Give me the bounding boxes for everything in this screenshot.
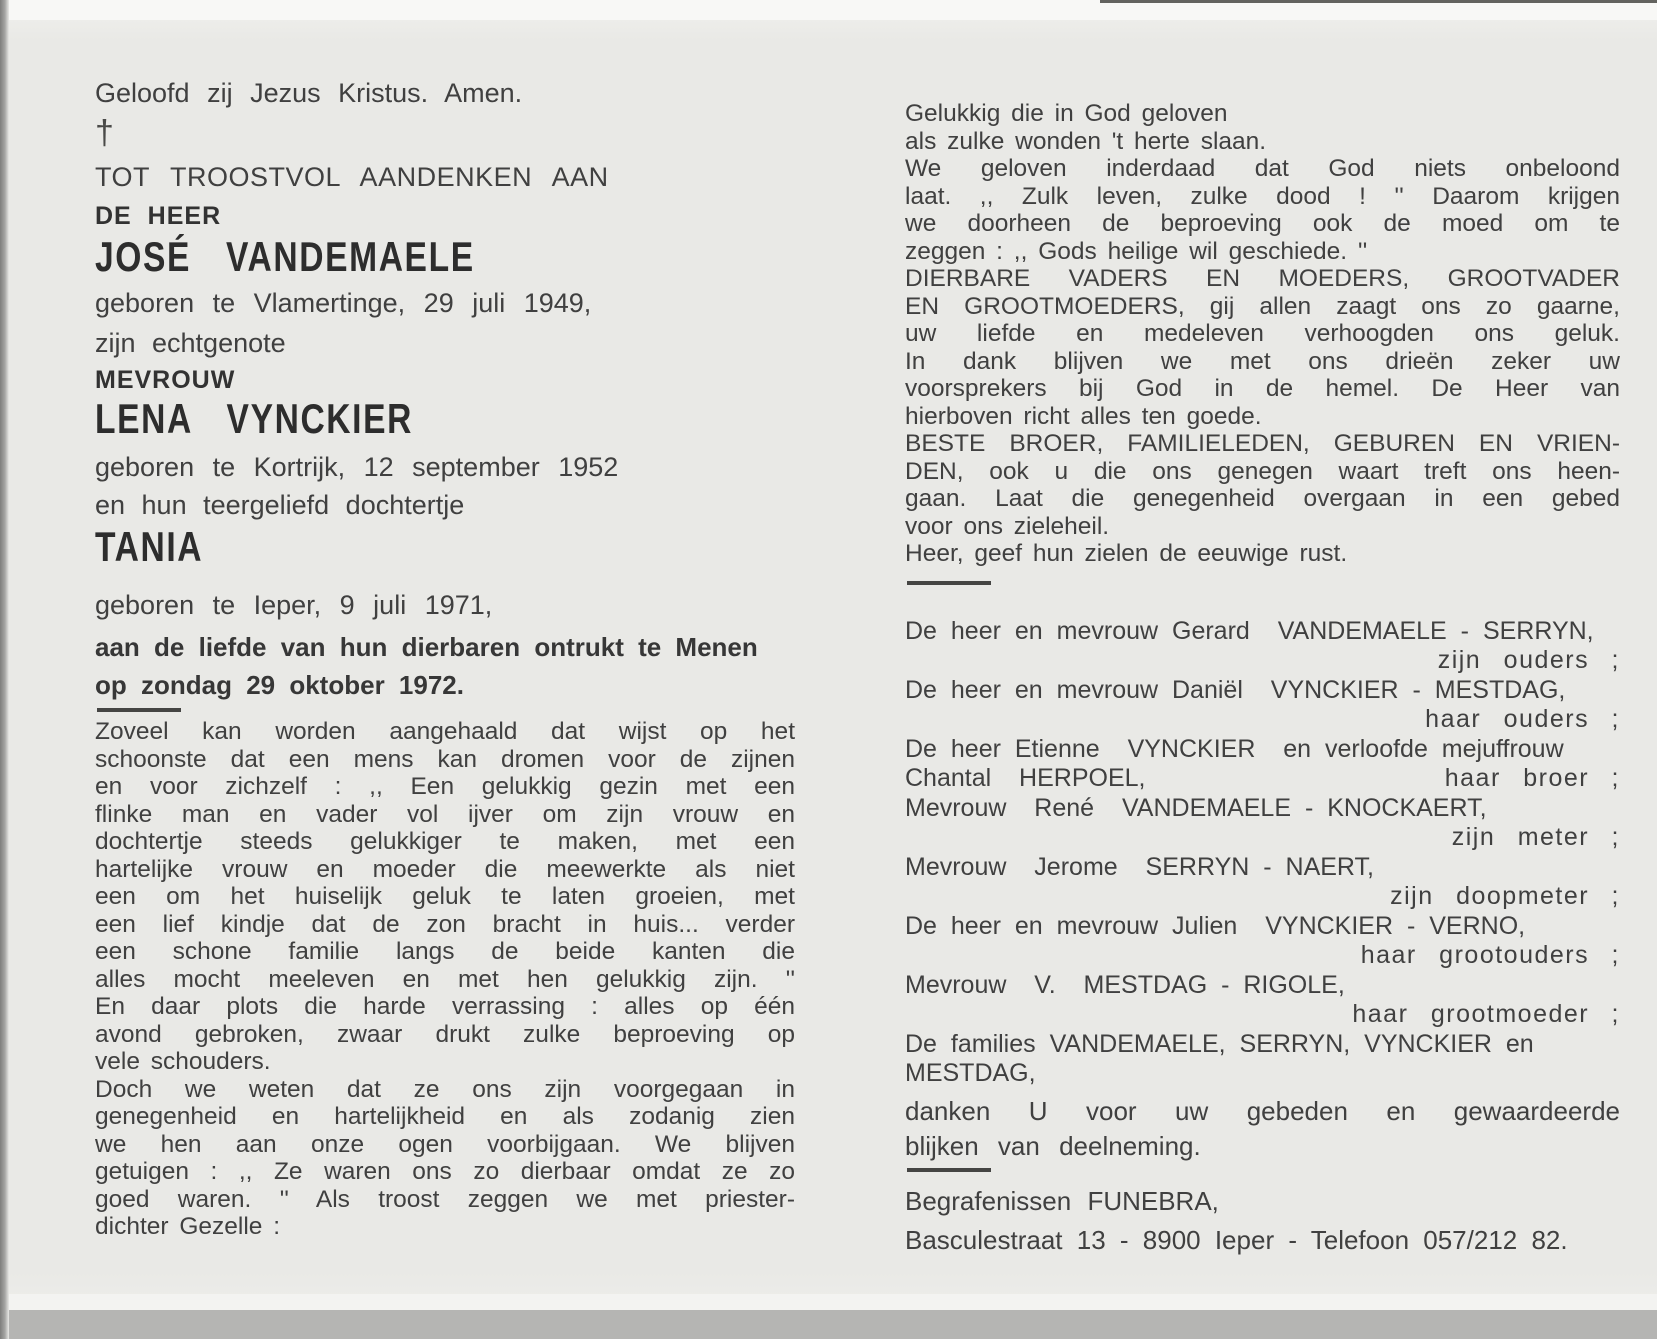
family-names-line: Mevrouw René VANDEMAELE - KNOCKAERT, <box>905 793 1487 822</box>
daughter-intro-line: en hun teergeliefd dochtertje <box>95 490 465 520</box>
family-names-line: De heer en mevrouw Daniël VYNCKIER - MESTDAG, <box>905 675 1566 704</box>
divider <box>907 581 991 585</box>
prayer-line: voorsprekers bij God in de hemel. De Heer van <box>905 375 1620 402</box>
prayer-line: gaan. Laat die genegenheid overgaan in een gebed <box>905 485 1620 512</box>
prayer-text <box>905 155 1620 568</box>
reflection-line: en voor zichzelf : ,, Een gelukkig gezin met een <box>95 773 795 800</box>
prayer-line: hierboven richt alles ten goede. <box>905 402 1262 430</box>
reflection-line: goed waren. '' Als troost zeggen we met priester- <box>95 1185 795 1213</box>
prayer-line: DIERBARE VADERS EN MOEDERS, GROOTVADER <box>905 265 1620 292</box>
family-relation: haar ouders ; <box>1425 705 1620 733</box>
reflection-line: een lief kindje dat de zon bracht in huis... verder <box>95 910 795 938</box>
reflection-line: vele schouders. <box>95 1048 271 1075</box>
family-relation-inline: haar broer ; <box>1444 764 1620 792</box>
divider <box>97 708 181 712</box>
family-entry <box>905 617 1620 676</box>
family-relation: zijn ouders ; <box>1437 646 1620 674</box>
name-lena-vynckier <box>95 396 795 442</box>
prayer-line: laat. ,, Zulk leven, zulke dood ! '' Daarom krijgen <box>905 182 1620 210</box>
prayer-line: BESTE BROER, FAMILIELEDEN, GEBUREN EN VRIEN- <box>905 430 1620 457</box>
verse-line: Gelukkig die in God geloven <box>905 100 1228 127</box>
family-names-line: Mevrouw Jerome SERRYN - NAERT, <box>905 852 1374 881</box>
reflection-line: hartelijke vrouw en moeder die meewerkte als niet <box>95 855 795 883</box>
family-names-line: Mevrouw V. MESTDAG - RIGOLE, <box>905 970 1345 999</box>
family-names-continued: Chantal HERPOEL, <box>905 764 1146 792</box>
family-names-line: De families VANDEMAELE, SERRYN, VYNCKIER en <box>905 1029 1534 1058</box>
prayer-line: we doorheen de beproeving ook de moed om te <box>905 210 1620 237</box>
reflection-line: genegenheid en hartelijkheid en als zodanig zien <box>95 1103 795 1130</box>
reflection-line: alles mocht meeleven en met hen gelukkig zijn. '' <box>95 965 795 993</box>
reflection-line: flinke man en vader vol ijver om zijn vrouw en <box>95 800 795 828</box>
prayer-line: We geloven inderdaad dat God niets onbeloond <box>905 155 1620 182</box>
undertaker-address-line: Basculestraat 13 - 8900 Ieper - Telefoon 057/212 82. <box>905 1224 1568 1255</box>
memorial-intro-line: TOT TROOSTVOL AANDENKEN AAN <box>95 162 609 192</box>
prayer-line: uw liefde en medeleven verhoogden ons geluk. <box>905 320 1620 347</box>
name-lena-vynckier-text: LENA VYNCKIER <box>95 395 413 442</box>
family-entry <box>905 971 1620 1030</box>
thanks-line: danken U voor uw gebeden en gewaardeerde <box>905 1095 1620 1126</box>
family-relation: zijn doopmeter ; <box>1390 882 1620 910</box>
family-entry <box>905 676 1620 735</box>
honorific-mevrouw: MEVROUW <box>95 366 236 394</box>
death-place-line: aan de liefde van hun dierbaren ontrukt te Menen <box>95 632 758 662</box>
reflection-line: een schone familie langs de beide kanten die <box>95 938 795 965</box>
reflection-text <box>95 718 795 1241</box>
family-relation: zijn meter ; <box>1451 823 1620 851</box>
prayer-line: zeggen : ,, Gods heilige wil geschiede. '' <box>905 237 1368 265</box>
prayer-line: EN GROOTMOEDERS, gij allen zaagt ons zo gaarne, <box>905 292 1620 320</box>
opening-line: Geloofd zij Jezus Kristus. Amen. <box>95 78 523 108</box>
family-names-continued-row <box>905 764 1620 794</box>
prayer-line: voor ons zieleheil. <box>905 512 1110 540</box>
scan-edge-top-line <box>1100 0 1657 3</box>
name-jose-vandemaele-text: JOSÉ VANDEMAELE <box>95 233 475 280</box>
death-date-line: op zondag 29 oktober 1972. <box>95 670 464 700</box>
family-list <box>905 617 1620 1089</box>
reflection-line: En daar plots die harde verrassing : alles op één <box>95 993 795 1020</box>
reflection-line: avond gebroken, zwaar drukt zulke beproeving op <box>95 1020 795 1048</box>
verse-line: als zulke wonden 't herte slaan. <box>905 127 1267 155</box>
thanks-text <box>905 1094 1620 1164</box>
prayer-line: DEN, ook u die ons genegen waart treft ons heen- <box>905 457 1620 485</box>
family-names-line: De heer Etienne VYNCKIER en verloofde mejuffrouw <box>905 734 1564 763</box>
name-tania <box>95 524 795 570</box>
reflection-line: we hen aan onze ogen voorbijgaan. We blijven <box>95 1130 795 1158</box>
prayer-line: Heer, geef hun zielen de eeuwige rust. <box>905 540 1348 567</box>
spouse-intro-line: zijn echtgenote <box>95 328 286 358</box>
honorific-de-heer: DE HEER <box>95 202 222 230</box>
thanks-line: blijken van deelneming. <box>905 1130 1201 1161</box>
birth-line-lena: geboren te Kortrijk, 12 september 1952 <box>95 452 619 482</box>
family-names-line: De heer en mevrouw Gerard VANDEMAELE - SERRYN, <box>905 616 1594 645</box>
reflection-line: Doch we weten dat ze ons zijn voorgegaan in <box>95 1075 795 1103</box>
right-page <box>905 100 1620 1255</box>
reflection-line: schoonste dat een mens kan dromen voor de zijnen <box>95 745 795 773</box>
family-entry <box>905 794 1620 853</box>
prayer-line: In dank blijven we met ons drieën zeker uw <box>905 347 1620 375</box>
name-jose-vandemaele <box>95 234 795 280</box>
birth-line-tania: geboren te Ieper, 9 juli 1971, <box>95 590 493 620</box>
reflection-line: dochtertje steeds gelukkiger te maken, met een <box>95 828 795 855</box>
scan-edge-top <box>6 0 1657 20</box>
family-relation: haar grootouders ; <box>1360 941 1620 969</box>
family-entry <box>905 912 1620 971</box>
scan-edge-bottom <box>0 1310 1657 1339</box>
left-page <box>95 78 795 1241</box>
divider <box>907 1168 991 1172</box>
family-entry <box>905 735 1620 794</box>
reflection-line: Zoveel kan worden aangehaald dat wijst op het <box>95 718 795 745</box>
undertaker-name-line: Begrafenissen FUNEBRA, <box>905 1185 1219 1216</box>
reflection-line: een om het huiselijk geluk te laten groeien, met <box>95 883 795 910</box>
family-entry <box>905 853 1620 912</box>
birth-line-jose: geboren te Vlamertinge, 29 juli 1949, <box>95 288 592 318</box>
family-names-continued-row <box>905 1059 1620 1089</box>
family-entry <box>905 1030 1620 1089</box>
scan-edge-bottom-paper <box>6 1294 1657 1310</box>
memorial-cross-icon: † <box>95 114 114 152</box>
verse-text <box>905 100 1620 155</box>
reflection-line: dichter Gezelle : <box>95 1213 281 1240</box>
family-names-continued: MESTDAG, <box>905 1059 1036 1087</box>
scan-edge-left <box>0 0 9 1339</box>
reflection-line: getuigen : ,, Ze waren ons zo dierbaar omdat ze zo <box>95 1158 795 1185</box>
name-tania-text: TANIA <box>95 523 204 570</box>
family-names-line: De heer en mevrouw Julien VYNCKIER - VERNO, <box>905 911 1526 940</box>
family-relation: haar grootmoeder ; <box>1352 1000 1620 1028</box>
